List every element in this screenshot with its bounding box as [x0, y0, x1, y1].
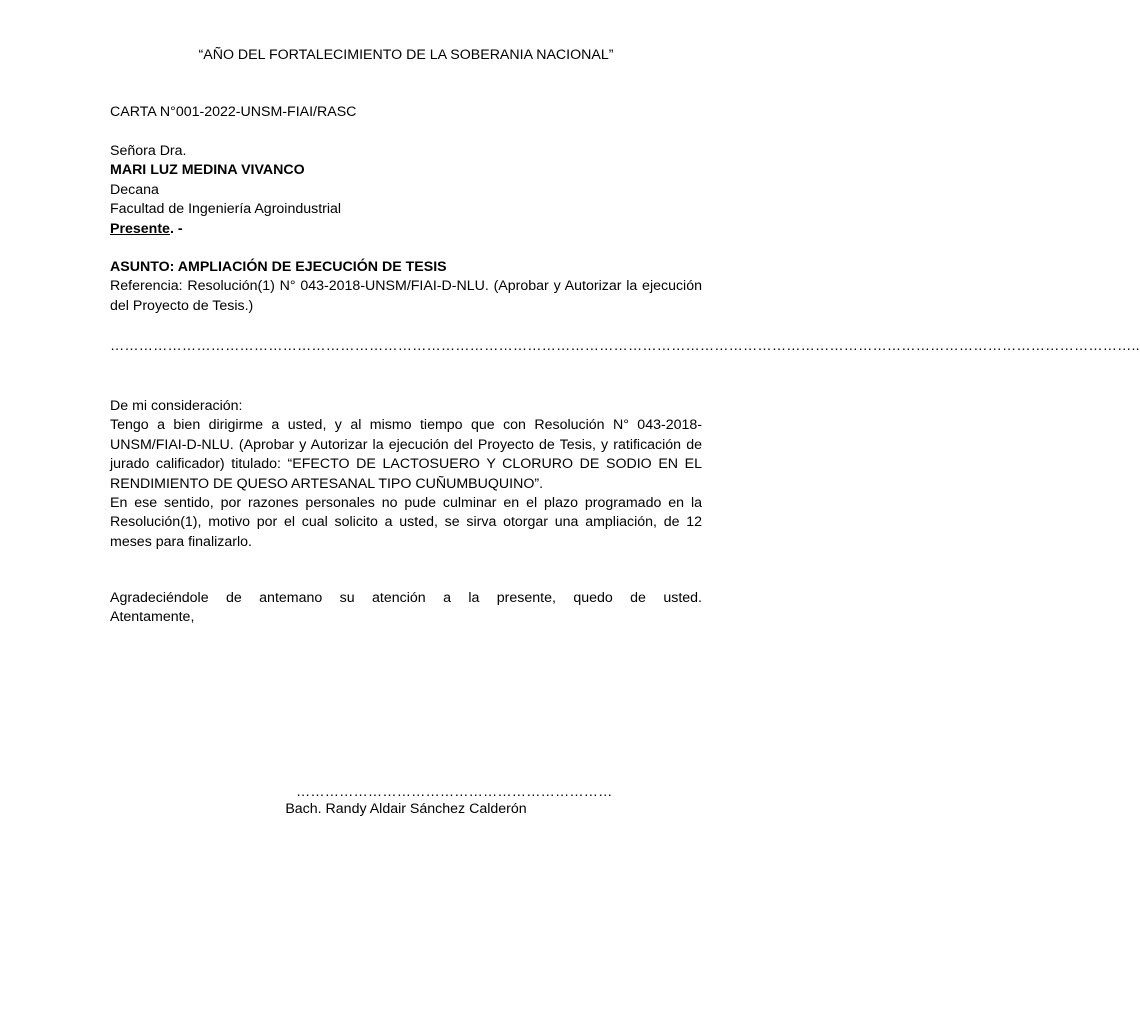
closing-block	[110, 589, 702, 628]
signature-name: Bach. Randy Aldair Sánchez Calderón	[285, 801, 527, 817]
recipient-presente-line	[110, 220, 702, 239]
body-paragraph-1: Tengo a bien dirigirme a usted, y al mismo tiempo que con Resolución N° 043-2018-UNSM/FIAI-D-NLU. (Aprobar y Autorizar la ejecución del Proyecto de Tesis, y ratificación de jurado calificador) titulado: “EFECTO DE LACTOSUERO Y CLORURO DE SODIO EN EL RENDIMIENTO DE QUESO ARTESANAL TIPO CUÑUMBUQUINO”.	[110, 417, 702, 492]
signature-line: …………………………………………………………	[296, 784, 613, 800]
closing-sign-off: Atentamente,	[110, 609, 195, 626]
recipient-presente-suffix: . -	[169, 220, 183, 237]
subject-referencia: Referencia: Resolución(1) N° 043-2018-UNSM/FIAI-D-NLU. (Aprobar y Autorizar la ejecución del Proyecto de Tesis.)	[110, 278, 702, 314]
closing-thanks: Agradeciéndole de antemano su atención a la presente, quedo de usted.	[110, 590, 702, 606]
dotted-separator: ……………………………………………………………………………………………………………………………………………………………………………………………..	[110, 338, 1140, 354]
recipient-block	[110, 142, 702, 239]
letter-number-text: CARTA N°001-2022-UNSM-FIAI/RASC	[110, 104, 357, 120]
body-greeting: De mi consideración:	[110, 398, 243, 414]
header-motto	[110, 46, 702, 65]
subject-block	[110, 258, 702, 316]
letter-number	[110, 103, 702, 122]
recipient-title: Decana	[110, 181, 159, 198]
motto-text: “AÑO DEL FORTALECIMIENTO DE LA SOBERANIA NACIONAL”	[198, 47, 614, 63]
body-block	[110, 397, 702, 552]
subject-asunto: ASUNTO: AMPLIACIÓN DE EJECUCIÓN DE TESIS	[110, 259, 447, 275]
recipient-faculty: Facultad de Ingeniería Agroindustrial	[110, 201, 342, 218]
recipient-presente: Presente	[110, 220, 170, 237]
recipient-salutation: Señora Dra.	[110, 143, 187, 159]
signature-name-block	[110, 800, 702, 819]
body-paragraph-2: En ese sentido, por razones personales no pude culminar en el plazo programado en la Resolución(1), motivo por el cual solicito a usted, se sirva otorgar una ampliación, de 12 meses para finalizarlo.	[110, 495, 702, 550]
recipient-name: MARI LUZ MEDINA VIVANCO	[110, 162, 305, 179]
